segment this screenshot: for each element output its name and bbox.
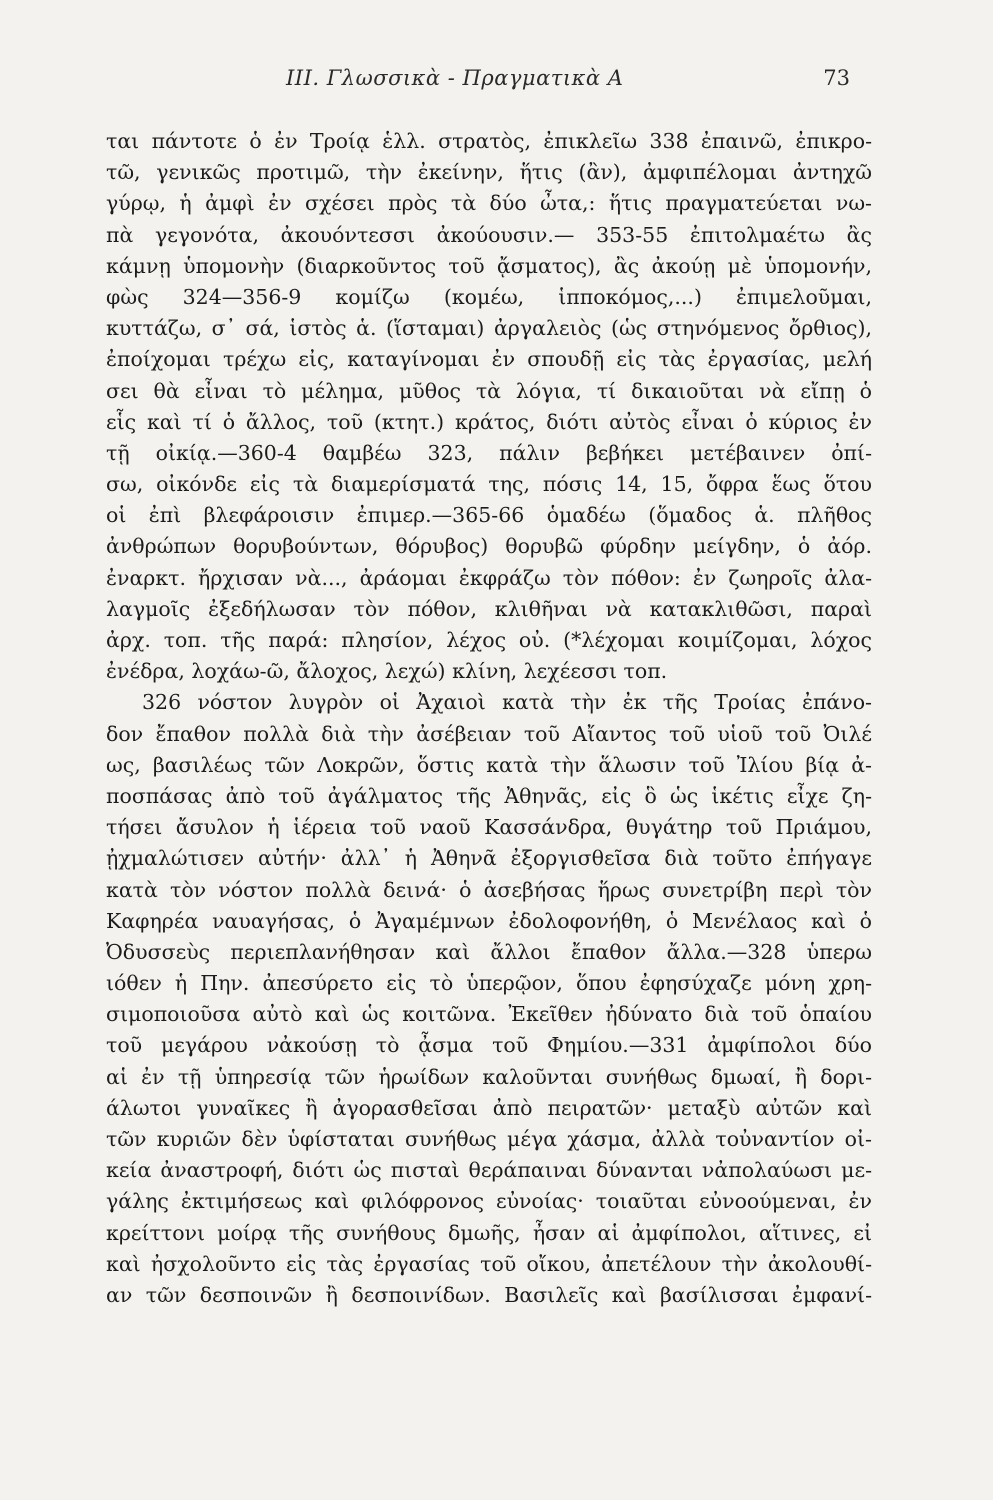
text-line: άλωτοι γυναῖκες ἢ ἀγορασθεῖσαι ἀπὸ πειρατῶν· μεταξὺ αὐτῶν καὶ: [106, 1095, 872, 1120]
text-line: αν τῶν δεσποινῶν ἢ δεσποινίδων. Βασιλεῖς καὶ βασίλισσαι ἐμφανί-: [106, 1282, 872, 1307]
text-line: τῶ, γενικῶς προτιμῶ, τὴν ἐκείνην, ἥτις (ἂν), ἀμφιπέλομαι ἀντηχῶ: [106, 160, 872, 185]
text-line: κυττάζω, σ᾽ σά, ἱστὸς ἁ. (ἵσταμαι) ἀργαλειὸς (ὡς στηνόμενος ὄρθιος),: [106, 316, 872, 341]
text-line: γάλης ἐκτιμήσεως καὶ φιλόφρονος εὐνοίας· τοιαῦται εὐνοούμεναι, ἐν: [106, 1189, 872, 1214]
text-line: 326 νόστον λυγρὸν οἱ Ἀχαιοὶ κατὰ τὴν ἐκ τῆς Τροίας ἐπάνο-: [142, 690, 872, 715]
text-line: κατὰ τὸν νόστον πολλὰ δεινά· ὁ ἀσεβήσας ἥρως συνετρίβη περὶ τὸν: [106, 877, 872, 902]
text-line: τῶν κυριῶν δὲν ὑφίσταται συνήθως μέγα χάσμα, ἀλλὰ τοὐναντίον οἰ-: [106, 1127, 872, 1151]
page-number: 73: [823, 66, 850, 90]
text-line: σιμοποιοῦσα αὐτὸ καὶ ὡς κοιτῶνα. Ἐκεῖθεν ἠδύνατο διὰ τοῦ ὁπαίου: [106, 1002, 872, 1027]
text-line: οἱ ἐπὶ βλεφάροισιν ἐπιμερ.—365-66 ὁμαδέω (ὅμαδος ἁ. πλῆθος: [106, 503, 872, 528]
text-line: καὶ ἠσχολοῦντο εἰς τὰς ἐργασίας τοῦ οἴκου, ἀπετέλουν τὴν ἀκολουθί-: [106, 1251, 872, 1276]
text-line: ἐναρκτ. ἤρχισαν νὰ..., ἀράομαι ἐκφράζω τὸν πόθον: ἐν ζωηροῖς ἀλα-: [106, 565, 872, 590]
text-line: ἐποίχομαι τρέχω εἰς, καταγίνομαι ἐν σπουδῇ εἰς τὰς ἐργασίας, μελή: [106, 347, 872, 372]
text-line: τῇ οἰκίᾳ.—360-4 θαμβέω 323, πάλιν βεβήκει μετέβαινεν ὀπί-: [106, 440, 872, 465]
text-line: ἐνέδρα, λοχάω-ῶ, ἄλοχος, λεχώ) κλίνη, λεχέεσσι τοπ.: [106, 659, 668, 684]
text-line: ἀνθρώπων θορυβούντων, θόρυβος) θορυβῶ φύρδην μείγδην, ὁ ἀόρ.: [106, 534, 872, 559]
text-line: αἱ ἐν τῇ ὑπηρεσίᾳ τῶν ἡρωίδων καλοῦνται συνήθως δμωαί, ἢ δορι-: [106, 1064, 872, 1089]
text-line: ιόθεν ἡ Πην. ἀπεσύρετο εἰς τὸ ὑπερῷον, ὅπου ἐφησύχαζε μόνη χρη-: [106, 971, 872, 996]
text-line: ως, βασιλέως τῶν Λοκρῶν, ὅστις κατὰ τὴν ἅλωσιν τοῦ Ἰλίου βίᾳ ἀ-: [106, 752, 872, 777]
header-title: III. Γλωσσικὰ - Πραγματικὰ Α: [286, 66, 624, 90]
text-line: Ὀδυσσεὺς περιεπλανήθησαν καὶ ἄλλοι ἔπαθον ἄλλα.—328 ὑπερω: [106, 939, 872, 964]
commentary-text: [106, 126, 872, 1311]
text-line: σω, οἰκόνδε εἰς τὰ διαμερίσματά της, πόσις 14, 15, ὄφρα ἕως ὅτου: [106, 472, 872, 497]
text-line: φὼς 324—356-9 κομίζω (κομέω, ἱπποκόμος,...) ἐπιμελοῦμαι,: [106, 284, 872, 309]
text-line: εἷς καὶ τί ὁ ἄλλος, τοῦ (κτητ.) κράτος, διότι αὐτὸς εἶναι ὁ κύριος ἐν: [106, 409, 872, 434]
text-line: κρείττονι μοίρᾳ τῆς συνήθους δμωῆς, ἦσαν αἱ ἀμφίπολοι, αἵτινες, εἰ: [106, 1220, 872, 1245]
text-line: γύρῳ, ἡ ἀμφὶ ἐν σχέσει πρὸς τὰ δύο ὦτα,: ἥτις πραγματεύεται νω-: [106, 191, 872, 216]
text-line: ᾐχμαλώτισεν αὐτήν· ἀλλ᾽ ἡ Ἀθηνᾶ ἐξοργισθεῖσα διὰ τοῦτο ἐπήγαγε: [106, 846, 872, 871]
text-line: ἀρχ. τοπ. τῆς παρά: πλησίον, λέχος οὐ. (*λέχομαι κοιμίζομαι, λόχος: [106, 628, 872, 652]
text-line: ται πάντοτε ὁ ἐν Τροίᾳ ἑλλ. στρατὸς, ἐπικλεῖω 338 ἐπαινῶ, ἐπικρο-: [106, 129, 872, 153]
text-line: τήσει ἄσυλον ἡ ἱέρεια τοῦ ναοῦ Κασσάνδρα, θυγάτηρ τοῦ Πριάμου,: [106, 815, 872, 840]
text-line: Καφηρέα ναυαγήσας, ὁ Ἀγαμέμνων ἐδολοφονήθη, ὁ Μενέλαος καὶ ὁ: [106, 908, 872, 933]
text-line: σει θὰ εἶναι τὸ μέλημα, μῦθος τὰ λόγια, τί δικαιοῦται νὰ εἴπῃ ὁ: [106, 378, 872, 403]
text-line: λαγμοῖς ἐξεδήλωσαν τὸν πόθον, κλιθῆναι νὰ κατακλιθῶσι, παραὶ: [106, 596, 872, 621]
text-line: κάμνῃ ὑπομονὴν (διαρκοῦντος τοῦ ᾄσματος), ἂς ἀκούῃ μὲ ὑπομονήν,: [106, 253, 872, 278]
text-line: τοῦ μεγάρου νἀκούσῃ τὸ ᾆσμα τοῦ Φημίου.—331 ἀμφίπολοι δύο: [106, 1033, 872, 1058]
text-line: ποσπάσας ἀπὸ τοῦ ἀγάλματος τῆς Ἀθηνᾶς, εἰς ὃ ὡς ἱκέτις εἶχε ζη-: [106, 783, 872, 808]
text-line: κεία ἀναστροφή, διότι ὡς πισταὶ θεράπαιναι δύνανται νἀπολαύωσι με-: [106, 1158, 872, 1183]
text-line: πὰ γεγονότα, ἀκουόντεσσι ἀκούουσιν.— 353-55 ἐπιτολμαέτω ἂς: [106, 222, 872, 247]
text-line: δον ἔπαθον πολλὰ διὰ τὴν ἀσέβειαν τοῦ Αἴαντος τοῦ υἱοῦ τοῦ Ὀιλέ: [106, 721, 872, 746]
